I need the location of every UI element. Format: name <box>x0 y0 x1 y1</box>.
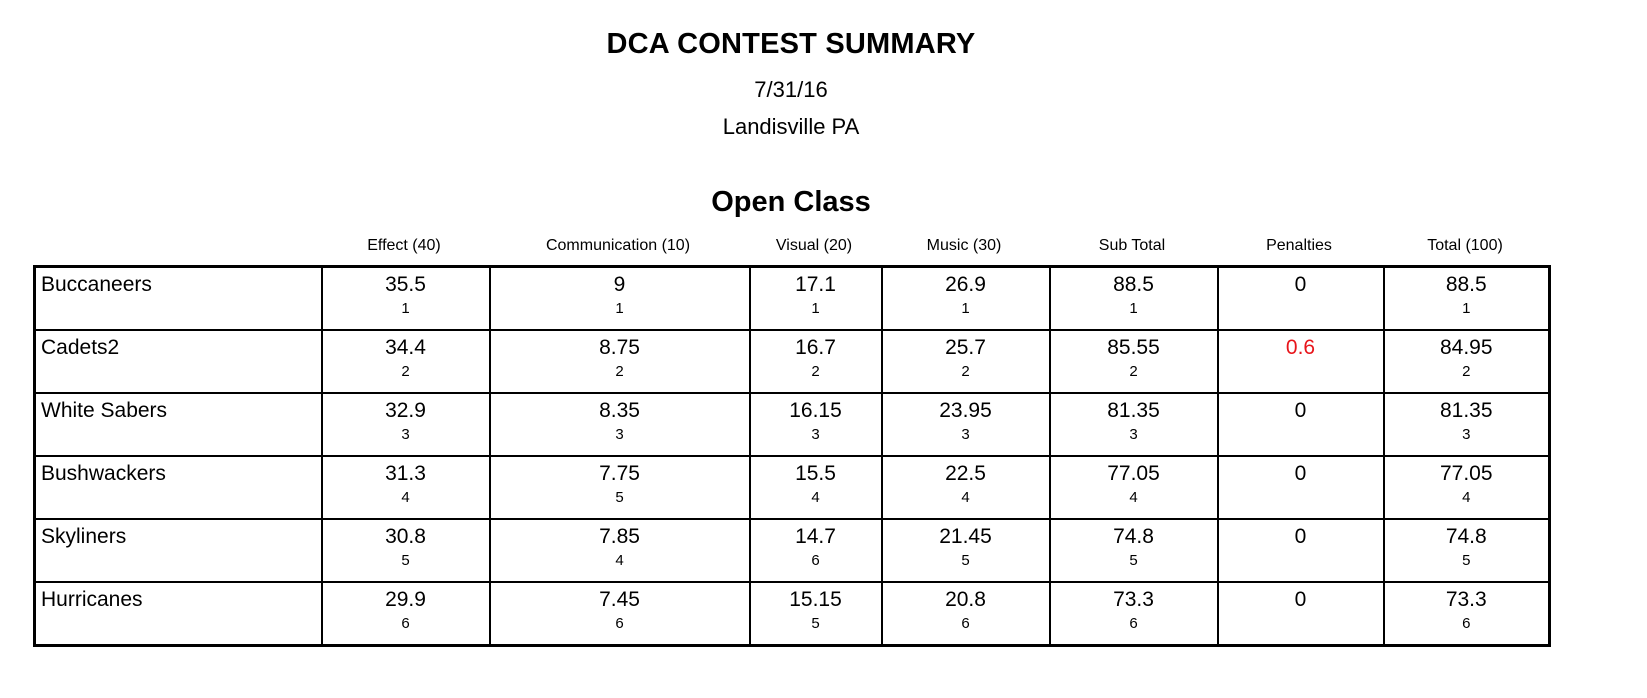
subtotal-rank: 2 <box>1129 363 1138 380</box>
music-cell <box>882 267 1050 331</box>
header-communication: Communication (10) <box>545 237 691 254</box>
effect-cell <box>322 582 490 646</box>
table-row <box>35 456 1550 519</box>
effect-rank: 2 <box>401 363 410 380</box>
table-row <box>35 393 1550 456</box>
visual-cell <box>750 582 882 646</box>
table-row <box>35 519 1550 582</box>
subtotal-rank: 1 <box>1129 300 1138 317</box>
visual-score: 15.15 <box>789 588 842 611</box>
effect-cell <box>322 393 490 456</box>
visual-cell <box>750 519 882 582</box>
corps-name: Hurricanes <box>35 582 322 646</box>
header-total: Total (100) <box>1427 237 1503 254</box>
effect-cell <box>322 330 490 393</box>
class-heading: Open Class <box>711 186 871 218</box>
visual-rank: 5 <box>811 615 820 632</box>
subtotal-score: 85.55 <box>1107 336 1160 359</box>
subtotal-score: 77.05 <box>1107 462 1160 485</box>
total-cell <box>1384 267 1550 331</box>
visual-rank: 2 <box>811 363 820 380</box>
total-score: 88.5 <box>1445 273 1487 296</box>
communication-rank: 3 <box>615 426 624 443</box>
corps-name: Cadets2 <box>35 330 322 393</box>
communication-rank: 4 <box>615 552 624 569</box>
corps-name: White Sabers <box>35 393 322 456</box>
music-rank: 3 <box>961 426 970 443</box>
penalty-value: 0 <box>1294 588 1307 611</box>
visual-rank: 1 <box>811 300 820 317</box>
total-score: 77.05 <box>1439 462 1493 485</box>
total-cell <box>1384 330 1550 393</box>
penalties-cell <box>1218 456 1384 519</box>
total-cell <box>1384 582 1550 646</box>
effect-score: 29.9 <box>385 588 426 611</box>
total-rank: 6 <box>1462 615 1471 632</box>
penalty-value: 0.6 <box>1285 336 1316 359</box>
total-score: 74.8 <box>1445 525 1487 548</box>
corps-name: Skyliners <box>35 519 322 582</box>
communication-rank: 5 <box>615 489 624 506</box>
visual-cell <box>750 456 882 519</box>
visual-score: 16.7 <box>795 336 836 359</box>
communication-cell <box>490 393 750 456</box>
communication-cell <box>490 456 750 519</box>
communication-rank: 2 <box>615 363 624 380</box>
music-score: 25.7 <box>945 336 986 359</box>
communication-score: 8.75 <box>599 336 640 359</box>
subtotal-score: 88.5 <box>1113 273 1154 296</box>
subtotal-cell <box>1050 330 1218 393</box>
music-cell <box>882 456 1050 519</box>
communication-rank: 6 <box>615 615 624 632</box>
corps-name: Buccaneers <box>35 267 322 331</box>
header-visual: Visual (20) <box>775 237 853 254</box>
corps-name: Bushwackers <box>35 456 322 519</box>
results-table <box>33 265 1551 647</box>
effect-rank: 3 <box>401 426 410 443</box>
subtotal-cell <box>1050 267 1218 331</box>
penalty-value: 0 <box>1294 273 1307 296</box>
communication-score: 8.35 <box>599 399 640 422</box>
penalty-value: 0 <box>1294 399 1307 422</box>
subtotal-rank: 3 <box>1129 426 1138 443</box>
music-cell <box>882 519 1050 582</box>
communication-score: 7.75 <box>599 462 640 485</box>
effect-score: 35.5 <box>385 273 426 296</box>
subtotal-score: 73.3 <box>1113 588 1154 611</box>
penalties-cell <box>1218 519 1384 582</box>
music-rank: 4 <box>961 489 970 506</box>
visual-rank: 3 <box>811 426 820 443</box>
communication-cell <box>490 330 750 393</box>
penalty-value: 0 <box>1294 525 1307 548</box>
table-row <box>35 582 1550 646</box>
communication-score: 7.85 <box>599 525 640 548</box>
total-score: 81.35 <box>1439 399 1493 422</box>
header-music: Music (30) <box>926 237 1002 254</box>
effect-score: 30.8 <box>385 525 426 548</box>
music-rank: 1 <box>961 300 970 317</box>
music-score: 23.95 <box>939 399 992 422</box>
visual-cell <box>750 267 882 331</box>
total-rank: 5 <box>1462 552 1471 569</box>
total-cell <box>1384 456 1550 519</box>
music-score: 21.45 <box>939 525 992 548</box>
music-rank: 6 <box>961 615 970 632</box>
communication-cell <box>490 582 750 646</box>
total-cell <box>1384 519 1550 582</box>
penalty-value: 0 <box>1294 462 1307 485</box>
subtotal-cell <box>1050 456 1218 519</box>
total-score: 84.95 <box>1439 336 1493 359</box>
communication-rank: 1 <box>615 300 624 317</box>
penalties-cell <box>1218 393 1384 456</box>
visual-score: 16.15 <box>789 399 842 422</box>
table-row <box>35 267 1550 331</box>
music-cell <box>882 330 1050 393</box>
subtotal-rank: 5 <box>1129 552 1138 569</box>
subtotal-rank: 6 <box>1129 615 1138 632</box>
music-score: 20.8 <box>945 588 986 611</box>
music-rank: 5 <box>961 552 970 569</box>
effect-cell <box>322 456 490 519</box>
visual-rank: 4 <box>811 489 820 506</box>
effect-score: 34.4 <box>385 336 426 359</box>
header-effect: Effect (40) <box>367 237 441 254</box>
music-cell <box>882 393 1050 456</box>
total-cell <box>1384 393 1550 456</box>
header-penalties: Penalties <box>1266 237 1332 254</box>
total-score: 73.3 <box>1445 588 1487 611</box>
total-rank: 4 <box>1462 489 1471 506</box>
subtotal-cell <box>1050 582 1218 646</box>
table-row <box>35 330 1550 393</box>
effect-score: 31.3 <box>385 462 426 485</box>
effect-rank: 1 <box>401 300 410 317</box>
visual-score: 15.5 <box>795 462 836 485</box>
effect-rank: 5 <box>401 552 410 569</box>
communication-cell <box>490 267 750 331</box>
visual-cell <box>750 393 882 456</box>
subtotal-cell <box>1050 519 1218 582</box>
effect-cell <box>322 267 490 331</box>
visual-score: 17.1 <box>795 273 836 296</box>
subtotal-cell <box>1050 393 1218 456</box>
communication-score: 7.45 <box>599 588 640 611</box>
music-score: 22.5 <box>945 462 986 485</box>
penalties-cell <box>1218 582 1384 646</box>
subtotal-score: 74.8 <box>1113 525 1154 548</box>
total-rank: 3 <box>1462 426 1471 443</box>
header-subtotal: Sub Total <box>1098 237 1166 254</box>
visual-cell <box>750 330 882 393</box>
music-rank: 2 <box>961 363 970 380</box>
penalties-cell <box>1218 267 1384 331</box>
subtotal-rank: 4 <box>1129 489 1138 506</box>
visual-rank: 6 <box>811 552 820 569</box>
visual-score: 14.7 <box>795 525 836 548</box>
total-rank: 2 <box>1462 363 1471 380</box>
effect-score: 32.9 <box>385 399 426 422</box>
communication-cell <box>490 519 750 582</box>
penalties-cell <box>1218 330 1384 393</box>
effect-rank: 4 <box>401 489 410 506</box>
document-title: DCA CONTEST SUMMARY <box>606 28 976 60</box>
music-cell <box>882 582 1050 646</box>
total-rank: 1 <box>1462 300 1471 317</box>
effect-rank: 6 <box>401 615 410 632</box>
contest-date: 7/31/16 <box>754 77 828 102</box>
communication-score: 9 <box>613 273 626 296</box>
subtotal-score: 81.35 <box>1107 399 1160 422</box>
results-body <box>35 267 1550 646</box>
music-score: 26.9 <box>945 273 986 296</box>
contest-location: Landisville PA <box>722 114 860 139</box>
effect-cell <box>322 519 490 582</box>
